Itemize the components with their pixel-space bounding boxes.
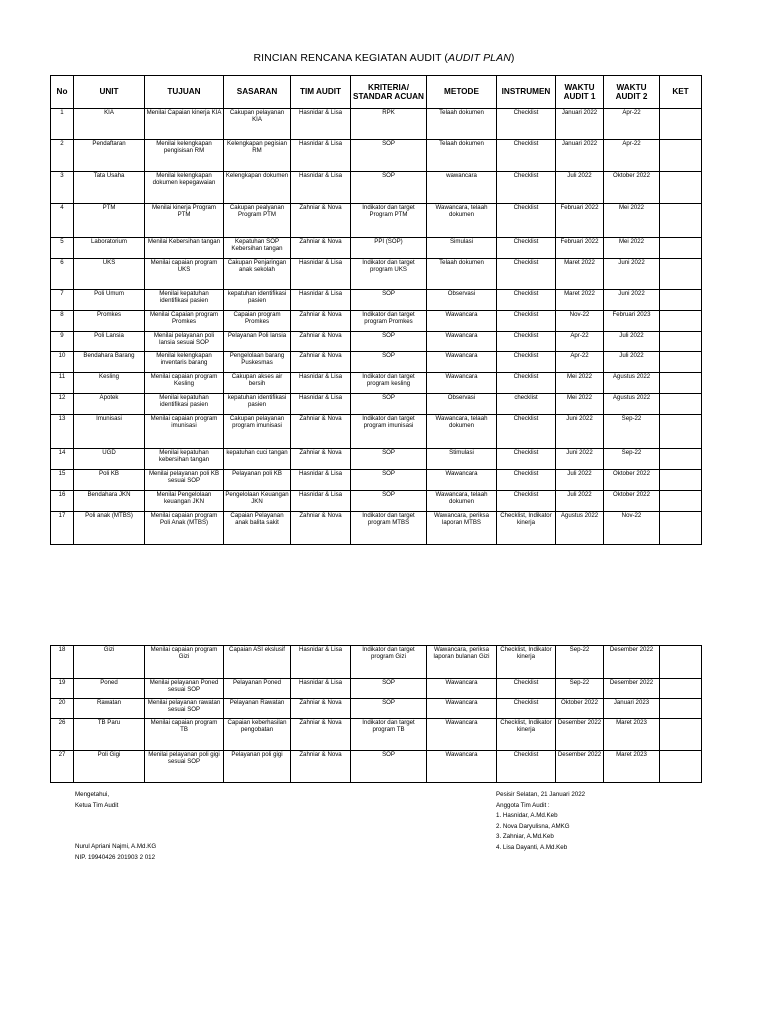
- row-waktu-1: Juli 2022: [556, 470, 604, 491]
- header-tujuan: TUJUAN: [145, 76, 224, 109]
- row-waktu-1: Januari 2022: [556, 140, 604, 172]
- row-waktu-1: Desember 2022: [556, 719, 604, 751]
- row-kriteria: Indikator dan target program MTBS: [351, 512, 427, 545]
- row-metode: Wawancara: [427, 751, 497, 783]
- row-metode: Observasi: [427, 290, 497, 311]
- row-waktu-1: Sep-22: [556, 679, 604, 699]
- row-no: 4: [51, 204, 74, 238]
- row-no: 8: [51, 311, 74, 332]
- row-metode: Telaah dokumen: [427, 109, 497, 140]
- row-unit: PTM: [74, 204, 145, 238]
- table-row: [51, 449, 702, 470]
- row-ket: [660, 259, 702, 290]
- row-sasaran: Cakupan pelayanan program imunisasi: [224, 415, 291, 449]
- row-kriteria: SOP: [351, 751, 427, 783]
- row-waktu-2: Oktober 2022: [604, 470, 660, 491]
- chair-title: Ketua Tim Audit: [75, 801, 119, 809]
- table-header-row: [51, 76, 702, 109]
- row-instrumen: Checklist: [497, 751, 556, 783]
- row-ket: [660, 679, 702, 699]
- row-waktu-2: Oktober 2022: [604, 491, 660, 512]
- row-unit: UGD: [74, 449, 145, 470]
- row-kriteria: Indikator dan target program Gizi: [351, 646, 427, 679]
- row-tim-audit: Zahniar & Nova: [291, 352, 351, 373]
- row-tujuan: Menilai capaian program imunisasi: [145, 415, 224, 449]
- row-waktu-2: Maret 2023: [604, 719, 660, 751]
- row-waktu-1: Juli 2022: [556, 172, 604, 204]
- row-kriteria: PPI (SOP): [351, 238, 427, 259]
- header-metode: METODE: [427, 76, 497, 109]
- row-waktu-1: Juni 2022: [556, 415, 604, 449]
- row-kriteria: SOP: [351, 140, 427, 172]
- row-tujuan: Menilai kelengkapan dokumen kepegawaian: [145, 172, 224, 204]
- row-ket: [660, 699, 702, 719]
- row-ket: [660, 238, 702, 259]
- row-waktu-2: Juli 2022: [604, 352, 660, 373]
- row-tujuan: Menilai Pengelolaan keuangan JKN: [145, 491, 224, 512]
- row-ket: [660, 109, 702, 140]
- row-unit: Apotek: [74, 394, 145, 415]
- row-metode: Wawancara, telaah dokumen: [427, 415, 497, 449]
- row-waktu-2: Apr-22: [604, 140, 660, 172]
- row-tujuan: Menilai pelayanan poli KB sesuai SOP: [145, 470, 224, 491]
- row-metode: Wawancara: [427, 311, 497, 332]
- row-unit: Rawatan: [74, 699, 145, 719]
- table-row: [51, 373, 702, 394]
- header-instrumen: INSTRUMEN: [497, 76, 556, 109]
- row-kriteria: SOP: [351, 172, 427, 204]
- row-no: 19: [51, 679, 74, 699]
- row-waktu-1: Nov-22: [556, 311, 604, 332]
- row-tim-audit: Zahniar & Nova: [291, 512, 351, 545]
- row-kriteria: Indikator dan target program TB: [351, 719, 427, 751]
- row-unit: Pendaftaran: [74, 140, 145, 172]
- table-row: [51, 352, 702, 373]
- row-sasaran: Cakupan Penjaringan anak sekolah: [224, 259, 291, 290]
- row-metode: Observasi: [427, 394, 497, 415]
- row-instrumen: Checklist: [497, 172, 556, 204]
- acknowledge-label: Mengetahui,: [75, 791, 110, 798]
- row-kriteria: Indikator dan target program UKS: [351, 259, 427, 290]
- row-unit: Imunisasi: [74, 415, 145, 449]
- row-no: 27: [51, 751, 74, 783]
- place-date: Pesisir Selatan, 21 Januari 2022: [496, 791, 586, 798]
- row-kriteria: SOP: [351, 491, 427, 512]
- page-title: RINCIAN RENCANA KEGIATAN AUDIT (AUDIT PLAN): [253, 52, 515, 64]
- row-metode: Wawancara: [427, 719, 497, 751]
- row-tujuan: Menilai Capaian kinerja KIA: [145, 109, 224, 140]
- row-kriteria: SOP: [351, 290, 427, 311]
- row-unit: Poli KB: [74, 470, 145, 491]
- member-2: 2. Nova Daryulisna, AMKG: [496, 822, 570, 830]
- row-instrumen: Checklist: [497, 204, 556, 238]
- row-kriteria: SOP: [351, 679, 427, 699]
- table-row: [51, 679, 702, 699]
- row-tim-audit: Hasnidar & Lisa: [291, 470, 351, 491]
- row-sasaran: Pengelolaan Keuangan JKN: [224, 491, 291, 512]
- table-row: [51, 699, 702, 719]
- row-sasaran: kepatuhan identifikasi pasien: [224, 290, 291, 311]
- row-tim-audit: Hasnidar & Lisa: [291, 259, 351, 290]
- header-waktu-audit-1: WAKTU AUDIT 1: [556, 76, 604, 109]
- row-no: 10: [51, 352, 74, 373]
- audit-plan-table: [50, 75, 702, 545]
- row-unit: Laboratorium: [74, 238, 145, 259]
- table-row: [51, 491, 702, 512]
- signature-left: [75, 790, 156, 863]
- row-no: 15: [51, 470, 74, 491]
- row-waktu-2: Sep-22: [604, 449, 660, 470]
- table-row: [51, 719, 702, 751]
- row-waktu-2: Januari 2023: [604, 699, 660, 719]
- row-unit: KIA: [74, 109, 145, 140]
- row-ket: [660, 470, 702, 491]
- row-instrumen: Checklist: [497, 679, 556, 699]
- row-ket: [660, 172, 702, 204]
- row-no: 18: [51, 646, 74, 679]
- row-ket: [660, 140, 702, 172]
- row-sasaran: Cakupan pelayanan KIA: [224, 109, 291, 140]
- header-kriteria: KRITERIA/ STANDAR ACUAN: [351, 76, 427, 109]
- row-ket: [660, 290, 702, 311]
- row-no: 9: [51, 332, 74, 352]
- row-waktu-2: Oktober 2022: [604, 172, 660, 204]
- row-tujuan: Menilai pelayanan poli gigi sesuai SOP: [145, 751, 224, 783]
- row-ket: [660, 751, 702, 783]
- row-kriteria: SOP: [351, 470, 427, 491]
- row-kriteria: Indikator dan target program kesling: [351, 373, 427, 394]
- row-ket: [660, 332, 702, 352]
- row-no: 6: [51, 259, 74, 290]
- row-tujuan: Menilai capaian program Poli Anak (MTBS): [145, 512, 224, 545]
- row-instrumen: Checklist: [497, 415, 556, 449]
- row-waktu-2: Mei 2022: [604, 238, 660, 259]
- table-row: [51, 172, 702, 204]
- row-waktu-1: Agustus 2022: [556, 512, 604, 545]
- table-body-page2: [51, 646, 702, 783]
- header-unit: UNIT: [74, 76, 145, 109]
- row-waktu-1: Apr-22: [556, 352, 604, 373]
- row-no: 7: [51, 290, 74, 311]
- row-no: 20: [51, 699, 74, 719]
- row-waktu-2: Agustus 2022: [604, 394, 660, 415]
- row-instrumen: checklist: [497, 394, 556, 415]
- row-instrumen: Checklist: [497, 259, 556, 290]
- header-no: No: [51, 76, 74, 109]
- row-instrumen: Checklist: [497, 699, 556, 719]
- row-no: 2: [51, 140, 74, 172]
- row-waktu-2: Juni 2022: [604, 259, 660, 290]
- table-row: [51, 470, 702, 491]
- row-instrumen: Checklist: [497, 449, 556, 470]
- row-tim-audit: Hasnidar & Lisa: [291, 491, 351, 512]
- row-metode: Wawancara: [427, 332, 497, 352]
- member-3: 3. Zahniar, A.Md.Keb: [496, 833, 554, 840]
- row-ket: [660, 311, 702, 332]
- row-kriteria: RPK: [351, 109, 427, 140]
- row-metode: Wawancara: [427, 679, 497, 699]
- row-metode: Wawancara, telaah dokumen: [427, 491, 497, 512]
- row-waktu-1: Februari 2022: [556, 204, 604, 238]
- row-tujuan: Menilai kelengkapan inventaris barang: [145, 352, 224, 373]
- table-row: [51, 204, 702, 238]
- row-unit: Promkes: [74, 311, 145, 332]
- row-ket: [660, 204, 702, 238]
- row-instrumen: Checklist: [497, 311, 556, 332]
- row-metode: Wawancara: [427, 470, 497, 491]
- row-sasaran: Pelayanan poli KB: [224, 470, 291, 491]
- row-waktu-1: Apr-22: [556, 332, 604, 352]
- row-sasaran: Pengelolaan barang Puskesmas: [224, 352, 291, 373]
- row-sasaran: Capaian keberhasilan pengobatan: [224, 719, 291, 751]
- row-unit: Tata Usaha: [74, 172, 145, 204]
- row-unit: Poli Gigi: [74, 751, 145, 783]
- row-sasaran: Pelayanan Poned: [224, 679, 291, 699]
- row-no: 12: [51, 394, 74, 415]
- row-tujuan: Menilai kepatuhan identifikasi pasien: [145, 290, 224, 311]
- table-row: [51, 751, 702, 783]
- row-ket: [660, 394, 702, 415]
- table-row: [51, 238, 702, 259]
- table-row: [51, 109, 702, 140]
- row-instrumen: Checklist, Indikator kinerja: [497, 646, 556, 679]
- row-sasaran: Cakupan akses air bersih: [224, 373, 291, 394]
- row-ket: [660, 512, 702, 545]
- row-sasaran: Kepatuhan SOP Kebersihan tangan: [224, 238, 291, 259]
- table-row: [51, 259, 702, 290]
- row-waktu-2: Nov-22: [604, 512, 660, 545]
- row-sasaran: Capaian Pelayanan anak balita sakit: [224, 512, 291, 545]
- row-metode: Wawancara, periksa laporan bulanan Gizi: [427, 646, 497, 679]
- row-tujuan: Menilai pelayanan poli lansia sesuai SOP: [145, 332, 224, 352]
- row-no: 16: [51, 491, 74, 512]
- chair-nip: NIP. 19940426 201903 2 012: [75, 853, 156, 861]
- row-no: 26: [51, 719, 74, 751]
- table-row: [51, 311, 702, 332]
- row-unit: Poli Umum: [74, 290, 145, 311]
- row-unit: Poli Lansia: [74, 332, 145, 352]
- row-waktu-1: Mei 2022: [556, 394, 604, 415]
- row-ket: [660, 491, 702, 512]
- row-tim-audit: Zahniar & Nova: [291, 699, 351, 719]
- header-sasaran: SASARAN: [224, 76, 291, 109]
- row-no: 17: [51, 512, 74, 545]
- row-unit: Poli anak (MTBS): [74, 512, 145, 545]
- row-ket: [660, 373, 702, 394]
- row-instrumen: Checklist: [497, 470, 556, 491]
- row-tujuan: Menilai capaian program Gizi: [145, 646, 224, 679]
- row-kriteria: SOP: [351, 449, 427, 470]
- row-waktu-2: Desember 2022: [604, 679, 660, 699]
- row-waktu-2: Maret 2023: [604, 751, 660, 783]
- row-waktu-2: Juni 2022: [604, 290, 660, 311]
- header-tim-audit: TIM AUDIT: [291, 76, 351, 109]
- row-sasaran: Pelayanan Rawatan: [224, 699, 291, 719]
- row-tujuan: Menilai kelengkapan pengisisan RM: [145, 140, 224, 172]
- row-instrumen: Checklist: [497, 352, 556, 373]
- row-sasaran: Kelengkapan dokumen: [224, 172, 291, 204]
- row-ket: [660, 646, 702, 679]
- header-waktu-audit-2: WAKTU AUDIT 2: [604, 76, 660, 109]
- row-tujuan: Menilai Kebersihan tangan: [145, 238, 224, 259]
- row-no: 11: [51, 373, 74, 394]
- row-waktu-1: Desember 2022: [556, 751, 604, 783]
- row-instrumen: Checklist: [497, 109, 556, 140]
- row-waktu-2: Sep-22: [604, 415, 660, 449]
- row-kriteria: Indikator dan target program imunisasi: [351, 415, 427, 449]
- row-waktu-1: Oktober 2022: [556, 699, 604, 719]
- row-metode: wawancara: [427, 172, 497, 204]
- row-instrumen: Checklist: [497, 290, 556, 311]
- row-unit: UKS: [74, 259, 145, 290]
- row-ket: [660, 719, 702, 751]
- row-waktu-2: Juli 2022: [604, 332, 660, 352]
- table-body-page1: [51, 109, 702, 545]
- row-waktu-1: Maret 2022: [556, 290, 604, 311]
- table-row: [51, 394, 702, 415]
- row-tujuan: Menilai kepatuhan identifikasi pasien: [145, 394, 224, 415]
- row-unit: TB Paru: [74, 719, 145, 751]
- row-tim-audit: Zahniar & Nova: [291, 332, 351, 352]
- row-kriteria: SOP: [351, 394, 427, 415]
- row-tim-audit: Hasnidar & Lisa: [291, 290, 351, 311]
- row-metode: Wawancara: [427, 373, 497, 394]
- row-tujuan: Menilai kepatuhan kebersihan tangan: [145, 449, 224, 470]
- row-unit: Gizi: [74, 646, 145, 679]
- row-tujuan: Menilai capaian program Kesling: [145, 373, 224, 394]
- row-tim-audit: Zahniar & Nova: [291, 311, 351, 332]
- row-tujuan: Menilai Capaian program Promkes: [145, 311, 224, 332]
- row-metode: Simulasi: [427, 238, 497, 259]
- row-instrumen: Checklist: [497, 373, 556, 394]
- row-waktu-2: Agustus 2022: [604, 373, 660, 394]
- row-instrumen: Checklist: [497, 140, 556, 172]
- row-kriteria: Indikator dan target program Promkes: [351, 311, 427, 332]
- row-sasaran: Capaian ASI ekslusif: [224, 646, 291, 679]
- row-tujuan: Menilai pelayanan rawatan sesuai SOP: [145, 699, 224, 719]
- row-metode: Wawancara: [427, 699, 497, 719]
- row-sasaran: kepatuhan identifikasi pasien: [224, 394, 291, 415]
- row-ket: [660, 352, 702, 373]
- table-row: [51, 512, 702, 545]
- row-ket: [660, 449, 702, 470]
- row-instrumen: Checklist, Indikator kinerja: [497, 719, 556, 751]
- row-no: 13: [51, 415, 74, 449]
- row-tim-audit: Hasnidar & Lisa: [291, 373, 351, 394]
- row-unit: Kesling: [74, 373, 145, 394]
- row-metode: Wawancara, telaah dokumen: [427, 204, 497, 238]
- row-metode: Telaah dokumen: [427, 259, 497, 290]
- row-sasaran: Kelengkapan pegisian RM: [224, 140, 291, 172]
- audit-plan-table-continued: [50, 645, 702, 783]
- row-ket: [660, 415, 702, 449]
- table-row: [51, 332, 702, 352]
- row-waktu-2: Apr-22: [604, 109, 660, 140]
- row-waktu-2: Februari 2023: [604, 311, 660, 332]
- row-kriteria: SOP: [351, 352, 427, 373]
- row-sasaran: Cakupan pealyanan Program PTM: [224, 204, 291, 238]
- row-sasaran: Pelayanan poli gigi: [224, 751, 291, 783]
- row-tim-audit: Zahniar & Nova: [291, 415, 351, 449]
- row-kriteria: SOP: [351, 332, 427, 352]
- signature-right: [496, 790, 585, 853]
- row-unit: Bendahara Barang: [74, 352, 145, 373]
- row-waktu-2: Mei 2022: [604, 204, 660, 238]
- row-instrumen: Checklist: [497, 491, 556, 512]
- table-row: [51, 140, 702, 172]
- row-no: 14: [51, 449, 74, 470]
- row-waktu-1: Maret 2022: [556, 259, 604, 290]
- row-waktu-1: Mei 2022: [556, 373, 604, 394]
- row-no: 1: [51, 109, 74, 140]
- row-tim-audit: Hasnidar & Lisa: [291, 109, 351, 140]
- row-kriteria: SOP: [351, 699, 427, 719]
- member-1: 1. Hasnidar, A.Md.Keb: [496, 812, 558, 819]
- members-title: Anggota Tim Audit :: [496, 801, 550, 809]
- row-tim-audit: Zahniar & Nova: [291, 751, 351, 783]
- row-sasaran: Capaian program Promkes: [224, 311, 291, 332]
- row-no: 3: [51, 172, 74, 204]
- row-waktu-2: Desember 2022: [604, 646, 660, 679]
- row-metode: Wawancara, periksa laporan MTBS: [427, 512, 497, 545]
- row-tujuan: Menilai pelayanan Poned sesuai SOP: [145, 679, 224, 699]
- row-instrumen: Checklist: [497, 238, 556, 259]
- member-4: 4. Lisa Dayanti, A.Md.Keb: [496, 843, 568, 851]
- row-tujuan: Menilai capaian program UKS: [145, 259, 224, 290]
- row-unit: Poned: [74, 679, 145, 699]
- row-sasaran: kepatuhan cuci tangan: [224, 449, 291, 470]
- row-tujuan: Menilai kinerja Program PTM: [145, 204, 224, 238]
- row-tim-audit: Hasnidar & Lisa: [291, 646, 351, 679]
- row-tim-audit: Hasnidar & Lisa: [291, 140, 351, 172]
- row-tim-audit: Zahniar & Nova: [291, 449, 351, 470]
- row-tim-audit: Hasnidar & Lisa: [291, 394, 351, 415]
- row-instrumen: Checklist: [497, 332, 556, 352]
- row-waktu-1: Juli 2022: [556, 491, 604, 512]
- row-tim-audit: Zahniar & Nova: [291, 204, 351, 238]
- row-kriteria: Indikator dan target Program PTM: [351, 204, 427, 238]
- row-metode: Wawancara: [427, 352, 497, 373]
- table-row: [51, 415, 702, 449]
- row-tujuan: Menilai capaian program TB: [145, 719, 224, 751]
- row-instrumen: Checklist, Indikator kinerja: [497, 512, 556, 545]
- row-tim-audit: Hasnidar & Lisa: [291, 679, 351, 699]
- row-waktu-1: Januari 2022: [556, 109, 604, 140]
- row-unit: Bendahara JKN: [74, 491, 145, 512]
- row-waktu-1: Juni 2022: [556, 449, 604, 470]
- row-no: 5: [51, 238, 74, 259]
- row-tim-audit: Zahniar & Nova: [291, 719, 351, 751]
- row-waktu-1: Sep-22: [556, 646, 604, 679]
- row-sasaran: Pelayanan Poli lansia: [224, 332, 291, 352]
- row-tim-audit: Zahniar & Nova: [291, 238, 351, 259]
- header-ket: KET: [660, 76, 702, 109]
- row-metode: Telaah dokumen: [427, 140, 497, 172]
- table-row: [51, 646, 702, 679]
- chair-name: Nurul Apriani Najmi, A.Md.KG: [75, 843, 157, 850]
- row-waktu-1: Februari 2022: [556, 238, 604, 259]
- table-row: [51, 290, 702, 311]
- row-metode: Stimulasi: [427, 449, 497, 470]
- row-tim-audit: Hasnidar & Lisa: [291, 172, 351, 204]
